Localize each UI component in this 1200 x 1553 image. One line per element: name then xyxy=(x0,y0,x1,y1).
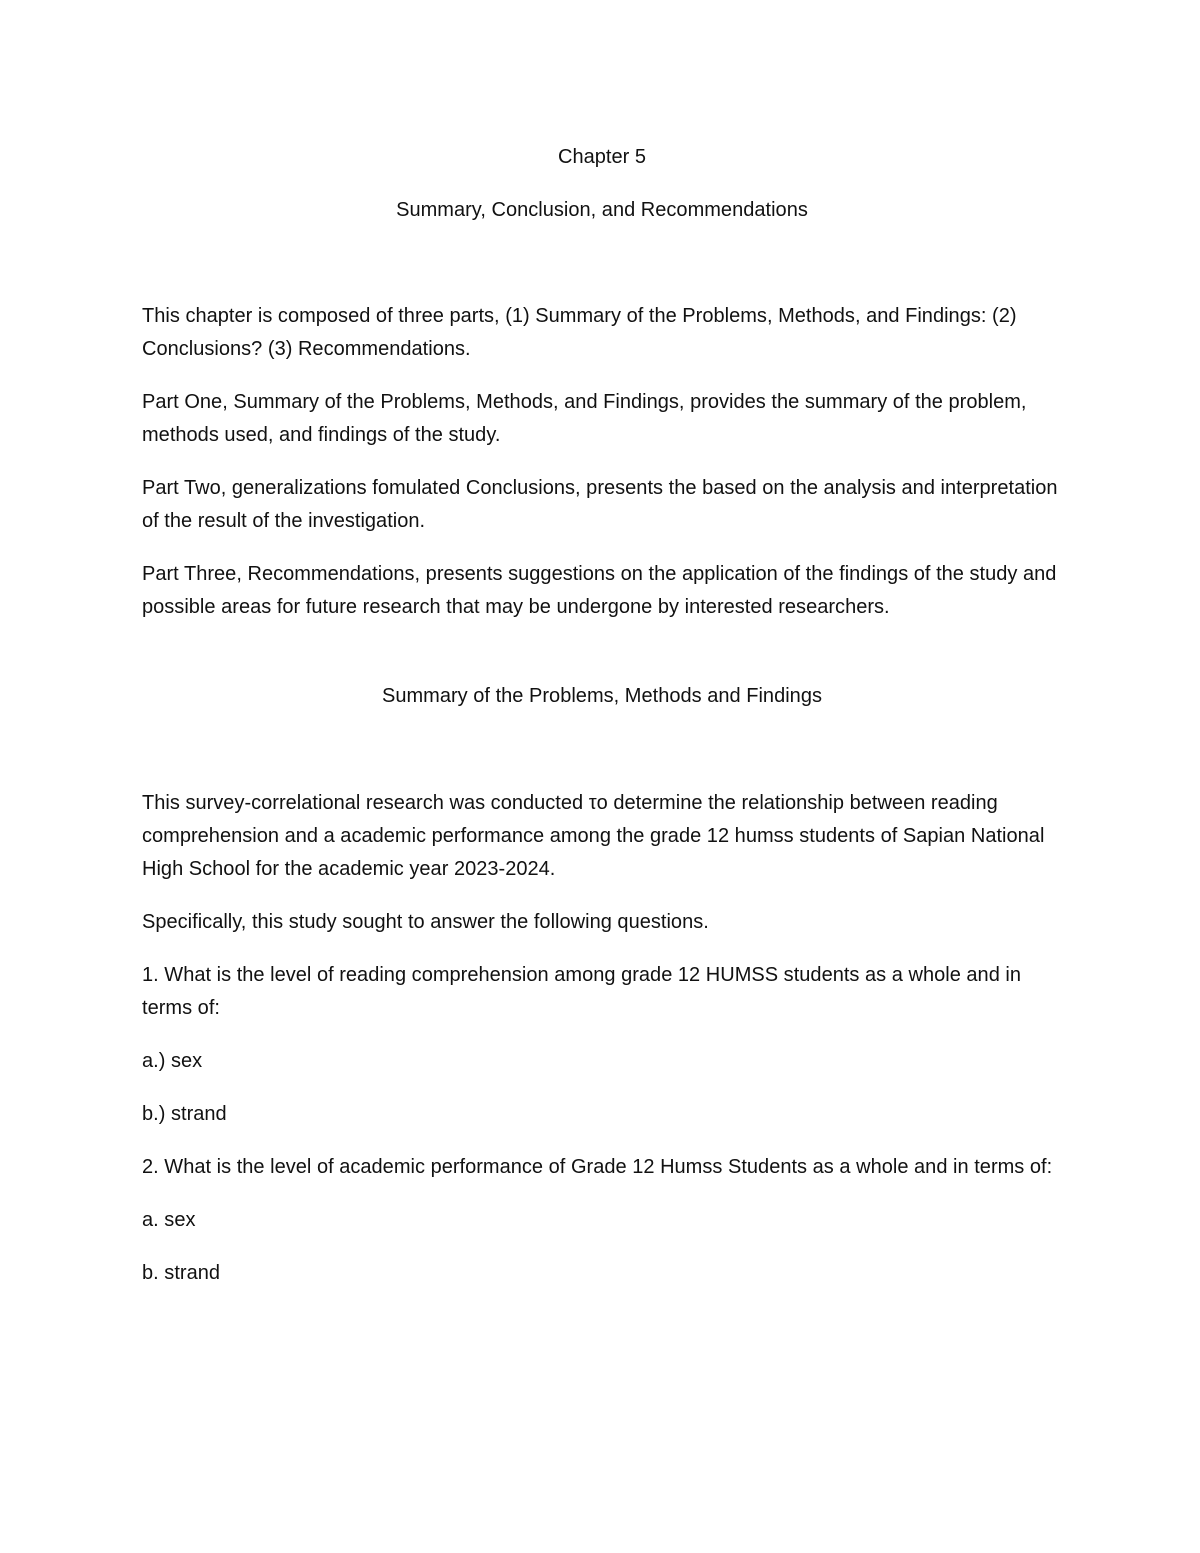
study-description-paragraph: This survey-correlational research was conducted τo determine the relationship between reading comprehension and a academic performance among the grade 12 humss students of Sapian National High School for the academic year 2023-2024. xyxy=(142,792,1045,880)
question-2-item-b: b. strand xyxy=(142,1262,221,1284)
chapter-label: Chapter 5 xyxy=(557,146,646,168)
questions-intro-paragraph: Specifically, this study sought to answer the following questions. xyxy=(142,911,709,933)
chapter-title: Summary, Conclusion, and Recommendations xyxy=(396,199,808,221)
question-1-item-b: b.) strand xyxy=(142,1103,227,1125)
question-1-item-a: a.) sex xyxy=(142,1050,203,1072)
part-three-paragraph: Part Three, Recommendations, presents suggestions on the application of the findings of the study and possible areas for future research that may be undergone by interested researchers. xyxy=(142,563,1057,618)
question-2-item-a: a. sex xyxy=(142,1209,196,1231)
document-body xyxy=(142,141,1062,1290)
part-one-paragraph: Part One, Summary of the Problems, Methods, and Findings, provides the summary of the problem, methods used, and findings of the study. xyxy=(142,391,1027,446)
intro-paragraph: This chapter is composed of three parts, (1) Summary of the Problems, Methods, and Findings: (2) Conclusions? (3) Recommendations. xyxy=(142,305,1017,360)
question-2: 2. What is the level of academic performance of Grade 12 Humss Students as a whole and in terms of: xyxy=(142,1156,1053,1178)
question-1: 1. What is the level of reading comprehension among grade 12 HUMSS students as a whole and in terms of: xyxy=(142,964,1022,1019)
part-two-paragraph: Part Two, generalizations fomulated Conclusions, presents the based on the analysis and interpretation of the result of the investigation. xyxy=(142,477,1058,532)
section-heading: Summary of the Problems, Methods and Findings xyxy=(382,685,822,707)
